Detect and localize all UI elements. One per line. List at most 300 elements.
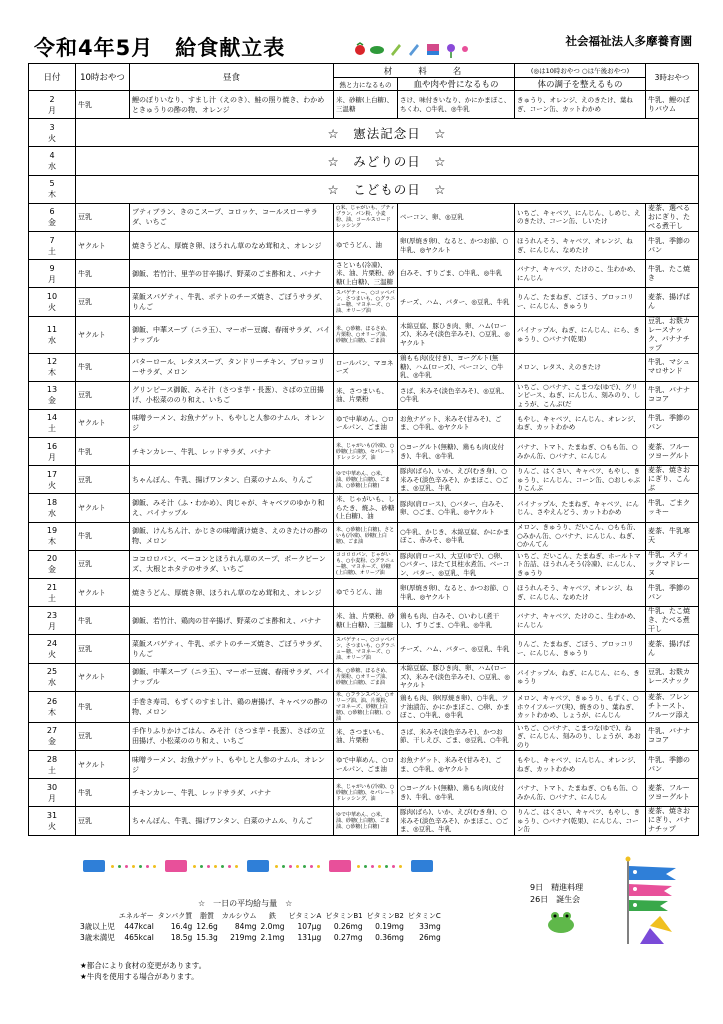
garland-dot-icon [228,865,231,868]
nutrition-header: ビタミンB2 [366,911,404,920]
day-number: 24 [46,638,58,648]
lunch-cell: 手巻き寿司、もずくのすまし汁、鶏の唐揚げ、キャベツの酢の物、メロン [130,691,334,722]
header-ingredients: 材 料 名 [334,64,515,78]
lunch-cell: 御飯、けんちん汁、かじきの味噌漬け焼き、えのきたけの酢の物、メロン [130,522,334,550]
event-list [530,882,583,906]
date-cell [29,175,76,203]
energy-ingredients: 米、じゃがいも(冷凍)、○砂糖(上白糖)、セパレートドレッシング、油 [334,779,398,807]
carp-flag-icon [329,860,351,872]
lunch-cell: 焼きうどん、厚焼き卵、ほうれん草のなめ茸和え、オレンジ [130,231,334,259]
date-cell [29,550,76,578]
nutrition-header: ビタミンA [288,911,322,920]
nutrition-header: ビタミンB1 [325,911,363,920]
garland-dot-icon [317,865,320,868]
weekday: 水 [48,509,56,519]
lunch-cell: 焼きうどん、厚焼き卵、ほうれん草のなめ茸和え、オレンジ [130,579,334,607]
date-cell [29,607,76,635]
vitamin-ingredients: りんご、たまねぎ、ごぼう、ブロッコリー、にんじん、きゅうり [515,635,646,663]
protein-ingredients: ○牛乳、かじき、木綿豆腐、かにかまぼこ、赤みそ、◎牛乳 [398,522,515,550]
garland-dot-icon [275,865,278,868]
protein-ingredients: 卵(厚焼き卵)、なると、かつお節、○牛乳、◎ヤクルト [398,231,515,259]
protein-ingredients: 木綿豆腐、豚ひき肉、卵、ハム(ローズ)、米みそ(淡色辛みそ)、○豆乳、◎ヤクルト [398,316,515,353]
snack3-cell: 麦茶、フルーツヨーグルト [646,779,699,807]
protein-ingredients: さば、米みそ(淡色辛みそ)、◎豆乳、○牛乳 [398,381,515,409]
weekday: 月 [48,452,56,462]
protein-ingredients: ○ヨーグルト(無糖)、鶏もも肉(皮付き)、牛乳、◎牛乳 [398,438,515,466]
energy-ingredients: ゆで中華めん、○ロールパン、ごま油 [334,409,398,437]
snack10-cell: 牛乳 [76,353,130,381]
day-number: 27 [46,726,58,736]
menu-row [29,550,699,578]
protein-ingredients: 木綿豆腐、豚ひき肉、卵、ハム(ローズ)、米みそ(淡色辛みそ)、○豆乳、◎ヤクルト [398,663,515,691]
garland-dot-icon [399,865,402,868]
energy-ingredients: ゆで中華めん、○米、油、砂糖(上白糖)、ごま油、○砂糖(上白糖) [334,466,398,494]
snack3-cell: 牛乳、バナナココア [646,381,699,409]
energy-ingredients: 米、じゃがいも、しらたき、焼ふ、砂糖(上白糖)、油 [334,494,398,522]
day-number: 12 [46,357,58,367]
garland-dot-icon [214,865,217,868]
snack10-cell: 豆乳 [76,203,130,231]
menu-row [29,316,699,353]
vitamin-ingredients: いちご、だいこん、たまねぎ、ホールトマト缶詰、ほうれんそう(冷凍)、にんじん、きゅうり [515,550,646,578]
nutrition-row: 3歳以上児 447kcal 16.4g 12.6g 84mg 2.0mg 107μg 0.26mg 0.19mg 33mg [80,922,441,931]
event-item: 26日 誕生会 [530,895,581,904]
snack3-cell: 麦茶、揚げぱん [646,288,699,316]
energy-ingredients: ゆで中華めん、○ロールパン、ごま油 [334,750,398,778]
holiday-label: ☆ こどもの日 ☆ [76,175,699,203]
snack10-cell: 牛乳 [76,438,130,466]
protein-ingredients: ○ヨーグルト(無糖)、鶏もも肉(皮付き)、牛乳、◎牛乳 [398,779,515,807]
nutrition-header: エネルギー [118,911,154,920]
lunch-cell: 御飯、みそ汁（ふ・わかめ）、肉じゃが、キャベツのゆかり和え、パイナップル [130,494,334,522]
day-number: 16 [46,441,58,451]
menu-row [29,779,699,807]
energy-ingredients: 米、○砂糖(上白糖)、さといも(冷凍)、砂糖(上白糖)、ごま油 [334,522,398,550]
menu-row [29,260,699,288]
snack10-cell: ヤクルト [76,750,130,778]
garland-dot-icon [132,865,135,868]
day-number: 14 [46,413,58,423]
koinobori-icon [620,856,684,946]
holiday-label: ☆ 憲法記念日 ☆ [76,119,699,147]
energy-ingredients: 米、○砂糖、ほるさめ、片栗粉、○オリーブ油、砂糖(上白糖)、ごま油 [334,316,398,353]
weekday: 土 [48,246,56,256]
weekday: 金 [48,737,56,747]
date-cell [29,579,76,607]
snack10-cell: ヤクルト [76,409,130,437]
page-header [28,14,698,62]
note-line: ★牛肉を使用する場合があります。 [80,972,199,981]
garland-dot-icon [153,865,156,868]
day-number: 2 [49,94,55,104]
snack3-cell: 牛乳、季節のパン [646,750,699,778]
date-cell [29,779,76,807]
protein-ingredients: さけ、味付きいなり、かにかまぼこ、ちくわ、○牛乳、◎牛乳 [398,91,515,119]
weekday: 火 [48,821,56,831]
snack3-cell: 麦茶、焼きおにぎり、こんぶ [646,466,699,494]
weekday: 水 [48,161,56,171]
notes [80,960,206,982]
menu-row [29,288,699,316]
vitamin-ingredients: メロン、レタス、えのきたけ [515,353,646,381]
menu-row [29,438,699,466]
protein-ingredients: チーズ、ハム、バター、◎豆乳、牛乳 [398,288,515,316]
date-cell [29,147,76,175]
date-cell [29,807,76,835]
snack3-cell: 麦茶、選べるおにぎり、たべる煮干し [646,203,699,231]
day-number: 11 [46,324,58,334]
snack10-cell: 豆乳 [76,635,130,663]
footer-area [28,852,698,1022]
garland-dot-icon [282,865,285,868]
vitamin-ingredients: きゅうり、オレンジ、えのきたけ、葉ねぎ、コーン缶、カットわかめ [515,91,646,119]
garland-dot-icon [392,865,395,868]
menu-table [28,63,699,836]
energy-ingredients: ロールパン、マヨネーズ [334,353,398,381]
date-cell [29,750,76,778]
menu-body [29,91,699,836]
weekday: 火 [48,302,56,312]
garland-dot-icon [364,865,367,868]
snack3-cell: 牛乳、マシュマロサンド [646,353,699,381]
garland-dot-icon [371,865,374,868]
date-cell [29,353,76,381]
garland-dot-icon [235,865,238,868]
snack3-cell: 牛乳、バナナココア [646,722,699,750]
vitamin-ingredients: いちご、○バナナ、こまつな(ゆで)、ねぎ、にんじん、刻みのり、しょうが、あおのり [515,722,646,750]
header-group-energy: 熱と力になるもの [334,78,398,91]
lunch-cell: 御飯、中華スープ（ニラ玉）、マーボー豆腐、春雨サラダ、バイナップル [130,663,334,691]
date-cell [29,691,76,722]
snack10-cell: 牛乳 [76,607,130,635]
menu-row [29,663,699,691]
garland-dot-icon [221,865,224,868]
menu-row [29,381,699,409]
vitamin-ingredients: パイナップル、たまねぎ、キャベツ、にんじん、さやえんどう、カットわかめ [515,494,646,522]
vitamin-ingredients: バナナ、トマト、たまねぎ、○もも缶、○みかん缶、○バナナ、にんじん [515,438,646,466]
day-number: 17 [46,469,58,479]
garland-dot-icon [296,865,299,868]
garland-dot-icon [193,865,196,868]
snack10-cell: 牛乳 [76,779,130,807]
protein-ingredients: 豚肉(肩ロース)、○バター、白みそ、卵、○ごま、○牛乳、◎ヤクルト [398,494,515,522]
garland-dot-icon [139,865,142,868]
protein-ingredients: お魚ナゲット、米みそ(甘みそ)、ごま、○牛乳、◎ヤクルト [398,750,515,778]
vitamin-ingredients: メロン、きゅうり、だいこん、○もも缶、○みかん缶、○バナナ、にんじん、ねぎ、○かんてん [515,522,646,550]
vitamin-ingredients: りんご、はくさい、キャベツ、もやし、きゅうり、にんじん、コーン缶、○おしゃぶりこんぶ [515,466,646,494]
carp-flag-icon [83,860,105,872]
menu-row [29,494,699,522]
garland-dot-icon [146,865,149,868]
nutrition-header: タンパク質 [157,911,193,920]
protein-ingredients: 鶏もも肉(皮付き)、ヨーグルト(無糖)、ハム(ローズ)、ベーコン、○牛乳、◎牛乳 [398,353,515,381]
snack3-cell: 牛乳、ごまクッキー [646,494,699,522]
menu-row [29,691,699,722]
nutrition-table [78,910,443,943]
day-number: 18 [46,498,58,508]
garland-dot-icon [200,865,203,868]
day-number: 3 [49,122,55,132]
date-cell [29,260,76,288]
weekday: 水 [48,335,56,345]
garland-dot-icon [378,865,381,868]
vitamin-ingredients: ほうれんそう、キャベツ、オレンジ、ねぎ、にんじん、なめたけ [515,231,646,259]
organization-name: 社会福祉法人多摩養育園 [565,34,692,48]
header-ingredients-note: (◎は10時おやつ ○は午後おやつ) [515,64,646,78]
weekday: 土 [48,593,56,603]
menu-row [29,409,699,437]
day-number: 5 [49,179,55,189]
garland-dot-icon [207,865,210,868]
vitamin-ingredients: もやし、キャベツ、にんじん、オレンジ、ねぎ、カットわかめ [515,409,646,437]
date-cell [29,494,76,522]
header-date: 日付 [29,64,76,91]
date-cell [29,438,76,466]
day-number: 31 [46,810,58,820]
snack10-cell: ヤクルト [76,231,130,259]
page-title: 令和4年5月 給食献立表 [34,36,286,60]
protein-ingredients: ベーコン、卵、◎豆乳 [398,203,515,231]
menu-row [29,91,699,119]
carp-flag-icon [247,860,269,872]
snack10-cell: 豆乳 [76,807,130,835]
lunch-cell: ちゃんぽん、牛乳、揚げワンタン、白菜のナムル、りんご [130,466,334,494]
weekday: 金 [48,396,56,406]
weekday: 木 [48,190,56,200]
vitamin-ingredients: いちご、キャベツ、にんじん、しめじ、えのきたけ、コーン缶、しいたけ [515,203,646,231]
menu-row [29,147,699,175]
energy-ingredients: ゆで中華めん、○米、油、砂糖(上白糖)、ごま油、○砂糖(上白糖) [334,807,398,835]
snack3-cell: 牛乳、たこ焼き [646,260,699,288]
day-number: 6 [49,207,55,217]
snack3-cell: 牛乳、鯉のぼりバウム [646,91,699,119]
snack10-cell: 豆乳 [76,550,130,578]
vitamin-ingredients: メロン、キャベツ、きゅうり、もずく、○ホウイフルーツ(実)、焼きのり、葉ねぎ、カットわかめ、しょうが、にんじん [515,691,646,722]
snack10-cell: 豆乳 [76,722,130,750]
spring-decoration-icon [353,40,475,58]
menu-row [29,522,699,550]
lunch-cell: ココロロパン、ベーコンとほうれん草のスープ、ポークビーンズ、大根とホタテのサラダ、いちご [130,550,334,578]
date-cell [29,91,76,119]
vitamin-ingredients: いちご、○バナナ、こまつな(ゆで)、グリンピース、ねぎ、にんじん、刻みのり、しょうが、こんぶ(だ [515,381,646,409]
garland-dot-icon [125,865,128,868]
date-cell [29,635,76,663]
menu-row [29,231,699,259]
energy-ingredients: スパゲティー、○コッペパン、さつまいも、○グラニュー糖、マヨネーズ、○油、オリーブ油 [334,288,398,316]
lunch-cell: 菜飯スパゲティ、牛乳、ポテトのチーズ焼き、ごぼうサラダ、りんご [130,288,334,316]
nutrition-row: 3歳未満児 465kcal 18.5g 15.3g 219mg 2.1mg 131μg 0.27mg 0.36mg 26mg [80,933,441,942]
nutrition-title: ☆ 一日の平均給与量 ☆ [198,899,293,908]
lunch-cell: ちゃんぽん、牛乳、揚げワンタン、白菜のナムル、りんご [130,807,334,835]
snack10-cell: 牛乳 [76,260,130,288]
protein-ingredients: 豚肉(ばら)、いか、えび(むき身)、○米みそ(淡色辛みそ)、かまぼこ、○ごま、◎豆乳、牛乳 [398,466,515,494]
date-cell [29,722,76,750]
header-group-vitamin: 体の調子を整えるもの [515,78,646,91]
weekday: 月 [48,105,56,115]
snack3-cell: 麦茶、牛乳寒天 [646,522,699,550]
header-snack3: 3時おやつ [646,64,699,91]
protein-ingredients: さば、米みそ(淡色辛みそ)、かつお節、干しえび、ごま、◎豆乳、○牛乳 [398,722,515,750]
protein-ingredients: 豚肉(ばら)、いか、えび(むき身)、○米みそ(淡色辛みそ)、かまぼこ、○ごま、◎豆乳、牛乳 [398,807,515,835]
snack10-cell: ヤクルト [76,494,130,522]
garland-dot-icon [310,865,313,868]
date-cell [29,119,76,147]
garland-dot-icon [118,865,121,868]
energy-ingredients: スパゲティー、○コッペパン、さつまいも、○グラニュー糖、マヨネーズ、○油、オリーブ油 [334,635,398,663]
date-cell [29,663,76,691]
menu-row [29,203,699,231]
weekday: 火 [48,649,56,659]
snack3-cell: 牛乳、季節のパン [646,409,699,437]
energy-ingredients: さといも(冷凍)、米、油、片栗粉、砂糖(上白糖)、三温糖 [334,260,398,288]
energy-ingredients: 米、○フランスパン、○オリーブ油、油、片栗粉、マヨネーズ、砂糖(上白糖)、○砂糖(上白糖)、○油 [334,691,398,722]
date-cell [29,288,76,316]
garland-dot-icon [303,865,306,868]
weekday: 月 [48,793,56,803]
protein-ingredients: 豚肉(肩ロース)、大豆(ゆで)、○卵、○バター、ほたて貝柱水煮缶、ベーコン、バター、◎豆乳、牛乳 [398,550,515,578]
vitamin-ingredients: りんご、はくさい、キャベツ、もやし、きゅうり、○バナナ(乾果)、にんじん、コーン缶 [515,807,646,835]
energy-ingredients: 米、さつまいも、油、片栗粉 [334,722,398,750]
event-item: 9日 精進料理 [530,883,584,892]
weekday: 火 [48,480,56,490]
day-number: 25 [46,667,58,677]
snack10-cell: 牛乳 [76,691,130,722]
energy-ingredients: ゆでうどん、油 [334,579,398,607]
snack10-cell: 豆乳 [76,466,130,494]
nutrition-header: ビタミンC [407,911,441,920]
energy-ingredients: ゆでうどん、油 [334,231,398,259]
menu-row [29,119,699,147]
date-cell [29,203,76,231]
note-line: ★都合により食材の変更があります。 [80,961,207,970]
vitamin-ingredients: ほうれんそう、キャベツ、オレンジ、ねぎ、にんじん、なめたけ [515,579,646,607]
weekday: 水 [48,678,56,688]
day-number: 10 [46,291,58,301]
day-number: 4 [49,150,55,160]
holiday-label: ☆ みどりの日 ☆ [76,147,699,175]
carp-flag-icon [165,860,187,872]
date-cell [29,522,76,550]
vitamin-ingredients: パイナップル、ねぎ、にんじん、にら、きゅうり [515,663,646,691]
day-number: 26 [46,696,58,706]
energy-ingredients: 米、さつまいも、油、片栗粉 [334,381,398,409]
snack10-cell: ヤクルト [76,663,130,691]
day-number: 28 [46,754,58,764]
lunch-cell: バターロール、レタススープ、タンドリーチキン、ブロッコリーサラダ、メロン [130,353,334,381]
lunch-cell: 菜飯スパゲティ、牛乳、ポテトのチーズ焼き、ごぼうサラダ、りんご [130,635,334,663]
snack3-cell: 豆乳、お麩カレースナック、バナナチップ [646,316,699,353]
weekday: 月 [48,621,56,631]
snack3-cell: 麦茶、揚げぱん [646,635,699,663]
date-cell [29,316,76,353]
weekday: 木 [48,707,56,717]
menu-row [29,579,699,607]
lunch-cell: 御飯、若竹汁、鶏肉の甘辛揚げ、野菜のごま酢和え、バナナ [130,607,334,635]
date-cell [29,466,76,494]
date-cell [29,409,76,437]
day-number: 20 [46,554,58,564]
energy-ingredients: ○米、じゃがいも、ブティブラン、パン粉、小麦粉、油、コールスロードレッシング [334,203,398,231]
snack3-cell: 麦茶、フレンチトースト、フルーツ添え [646,691,699,722]
vitamin-ingredients: バナナ、キャベツ、たけのこ、生わかめ、にんじん [515,607,646,635]
snack3-cell: 牛乳、季節のパン [646,579,699,607]
weekday: 木 [48,537,56,547]
snack10-cell: 豆乳 [76,288,130,316]
lunch-cell: 鯉のぼりいなり、すまし汁（えのき）、鮭の照り焼き、わかめときゅうりの酢の物、オレンジ [130,91,334,119]
snack10-cell: 牛乳 [76,522,130,550]
vitamin-ingredients: バナナ、トマト、たまねぎ、○もも缶、○みかん缶、○バナナ、にんじん [515,779,646,807]
vitamin-ingredients: バナナ、キャベツ、たけのこ、生わかめ、にんじん [515,260,646,288]
lunch-cell: 味噌ラーメン、お魚ナゲット、もやしと人参のナムル、オレンジ [130,409,334,437]
day-number: 21 [46,582,58,592]
energy-ingredients: 米、じゃがいも(冷凍)、○砂糖(上白糖)、セパレートドレッシング、油 [334,438,398,466]
protein-ingredients: お魚ナゲット、米みそ(甘みそ)、ごま、○牛乳、◎ヤクルト [398,409,515,437]
carp-flag-icon [411,860,433,872]
nutrition-header: カルシウム [221,911,257,920]
lunch-cell: 手作りふりかけごはん、みそ汁（さつま芋・長葱）、さばの立田揚げ、小松菜ののり和え、いちご [130,722,334,750]
snack3-cell: 麦茶、フルーツヨーグルト [646,438,699,466]
snack3-cell: 麦茶、焼きおにぎり、バナナチップ [646,807,699,835]
garland-dot-icon [111,865,114,868]
snack3-cell: 牛乳、季節のパン [646,231,699,259]
weekday: 土 [48,424,56,434]
header-lunch: 昼食 [130,64,334,91]
day-number: 9 [49,263,55,273]
energy-ingredients: 米、○砂糖、ほるさめ、片栗粉、○オリーブ油、砂糖(上白糖)、ごま油 [334,663,398,691]
day-number: 23 [46,610,58,620]
vitamin-ingredients: りんご、たまねぎ、ごぼう、ブロッコリー、にんじん、きゅうり [515,288,646,316]
day-number: 30 [46,782,58,792]
lunch-cell: ブティブラン、きのこスープ、コロッケ、コールスローサラダ、いちご [130,203,334,231]
weekday: 木 [48,368,56,378]
menu-row [29,607,699,635]
koinobori-garland [83,858,473,880]
menu-row [29,635,699,663]
snack3-cell: 牛乳、スティックマドレーヌ [646,550,699,578]
menu-row [29,175,699,203]
day-number: 19 [46,526,58,536]
vitamin-ingredients: パイナップル、ねぎ、にんじん、にら、きゅうり、○バナナ(乾果) [515,316,646,353]
lunch-cell: グリンピース御飯、みそ汁（さつま芋・長葱）、さばの立田揚げ、小松菜ののり和え、いちご [130,381,334,409]
menu-row [29,722,699,750]
energy-ingredients: 米、砂糖(上白糖)、三温糖 [334,91,398,119]
lunch-cell: 味噌ラーメン、お魚ナゲット、もやしと人参のナムル、オレンジ [130,750,334,778]
lunch-cell: チキンカレー、牛乳、レッドサラダ、バナナ [130,438,334,466]
garland-dot-icon [289,865,292,868]
date-cell [29,381,76,409]
vitamin-ingredients: もやし、キャベツ、にんじん、オレンジ、ねぎ、カットわかめ [515,750,646,778]
snack10-cell: 豆乳 [76,381,130,409]
weekday: 火 [48,133,56,143]
day-number: 7 [49,235,55,245]
snack3-cell: 豆乳、お麩カレースナック [646,663,699,691]
weekday: 金 [48,565,56,575]
date-cell [29,231,76,259]
menu-row [29,466,699,494]
menu-row [29,750,699,778]
snack10-cell: ヤクルト [76,316,130,353]
day-number: 13 [46,385,58,395]
weekday: 月 [48,274,56,284]
header-group-protein: 血や肉や骨になるもの [398,78,515,91]
protein-ingredients: 白みそ、すりごま、○牛乳、◎牛乳 [398,260,515,288]
lunch-cell: 御飯、中華スープ（ニラ玉）、マーボー豆腐、春雨サラダ、バイナップル [130,316,334,353]
protein-ingredients: チーズ、ハム、バター、◎豆乳、牛乳 [398,635,515,663]
menu-row [29,353,699,381]
lunch-cell: チキンカレー、牛乳、レッドサラダ、バナナ [130,779,334,807]
energy-ingredients: ココロロパン、じゃがいも、○小麦粉、○グラニュー糖、マヨネーズ、砂糖(上白糖)、オリーブ油 [334,550,398,578]
snack3-cell: 牛乳、たこ焼き、たべる煮干し [646,607,699,635]
